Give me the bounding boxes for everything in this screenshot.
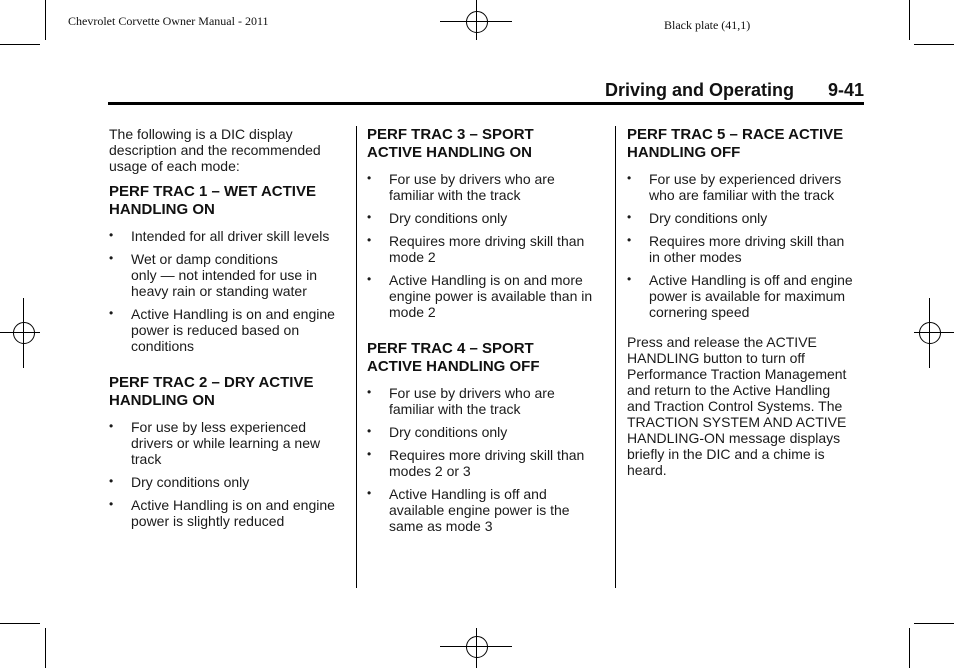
list-item: • Dry conditions only [367, 210, 508, 226]
bullet-icon: • [367, 210, 372, 224]
column-2 [367, 126, 607, 544]
crop-mark-bottom-left-v [45, 628, 46, 668]
bullet-icon: • [367, 272, 372, 286]
list-item: • Active Handling is on and engine power is slightly reduced [109, 497, 335, 529]
crop-mark-top-left-h [0, 44, 40, 45]
running-head [108, 80, 864, 105]
list-item: • For use by drivers who are familiar with the track [367, 385, 555, 417]
bullet-icon: • [109, 474, 114, 488]
mode-1-list [109, 228, 349, 354]
column-3 [627, 126, 867, 487]
list-item: • Active Handling is on and engine power is reduced based on conditions [109, 306, 335, 354]
list-item: • For use by experienced drivers who are familiar with the track [627, 171, 842, 203]
mode-4-list [367, 385, 607, 534]
list-item: • For use by less experienced drivers or while learning a new track [109, 419, 321, 467]
intro-paragraph: The following is a DIC display description and the recommended usage of each mode: [109, 126, 321, 174]
bullet-icon: • [367, 171, 372, 185]
column-divider-1 [356, 126, 357, 588]
bullet-icon: • [367, 486, 372, 500]
crop-mark-top-right-h [914, 44, 954, 45]
mode-5-heading: PERF TRAC 5 – RACE ACTIVE HANDLING OFF [627, 126, 844, 161]
list-item: • Active Handling is off and available engine power is the same as mode 3 [367, 486, 570, 534]
bullet-icon: • [627, 210, 632, 224]
list-item: • Requires more driving skill than modes 2 or 3 [367, 447, 585, 479]
mode-3-heading: PERF TRAC 3 – SPORT ACTIVE HANDLING ON [367, 126, 534, 161]
crop-mark-top-right-v [909, 0, 910, 40]
mode-3-list [367, 171, 607, 320]
mode-5-list [627, 171, 867, 320]
crop-mark-bottom-right-v [909, 628, 910, 668]
list-item: • Dry conditions only [367, 424, 508, 440]
bullet-icon: • [627, 233, 632, 247]
section-title: Driving and Operating [604, 80, 794, 100]
column-1 [109, 126, 349, 539]
list-item: • For use by drivers who are familiar with the track [367, 171, 555, 203]
bullet-icon: • [109, 306, 114, 320]
bullet-icon: • [109, 419, 114, 433]
list-item: • Intended for all driver skill levels [109, 228, 330, 244]
list-item: • Requires more driving skill than in other modes [627, 233, 845, 265]
mode-2-heading: PERF TRAC 2 – DRY ACTIVE HANDLING ON [109, 374, 314, 409]
list-item: • Active Handling is off and engine power is available for maximum cornering speed [627, 272, 853, 320]
list-item: • Dry conditions only [109, 474, 250, 490]
mode-4-heading: PERF TRAC 4 – SPORT ACTIVE HANDLING OFF [367, 340, 540, 375]
bullet-icon: • [367, 233, 372, 247]
manual-title: Chevrolet Corvette Owner Manual - 2011 [68, 14, 269, 28]
crop-mark-top-left-v [45, 0, 46, 40]
column-divider-2 [615, 126, 616, 588]
plate-label: Black plate (41,1) [664, 18, 751, 32]
bullet-icon: • [367, 385, 372, 399]
bullet-icon: • [109, 228, 114, 242]
bullet-icon: • [109, 251, 114, 265]
crop-mark-bottom-left-h [0, 623, 40, 624]
mode-2-list [109, 419, 349, 529]
list-item: • Active Handling is on and more engine power is available than in mode 2 [367, 272, 593, 320]
bullet-icon: • [627, 272, 632, 286]
crop-mark-bottom-right-h [914, 623, 954, 624]
list-item: • Dry conditions only [627, 210, 768, 226]
list-item: • Requires more driving skill than mode 2 [367, 233, 585, 265]
bullet-icon: • [367, 447, 372, 461]
mode-1-heading: PERF TRAC 1 – WET ACTIVE HANDLING ON [109, 183, 316, 218]
closing-paragraph: Press and release the ACTIVE HANDLING button to turn off Performance Traction Management and return to the Active Handling and Traction Control Systems. The TRACTION SYSTEM AND ACTIVE HANDLING-ON message displays briefly in the DIC and a chime is heard. [627, 334, 847, 478]
list-item: • Wet or damp conditions only — not intended for use in heavy rain or standing water [109, 251, 318, 299]
bullet-icon: • [109, 497, 114, 511]
page-number: 9-41 [827, 80, 864, 100]
bullet-icon: • [627, 171, 632, 185]
bullet-icon: • [367, 424, 372, 438]
